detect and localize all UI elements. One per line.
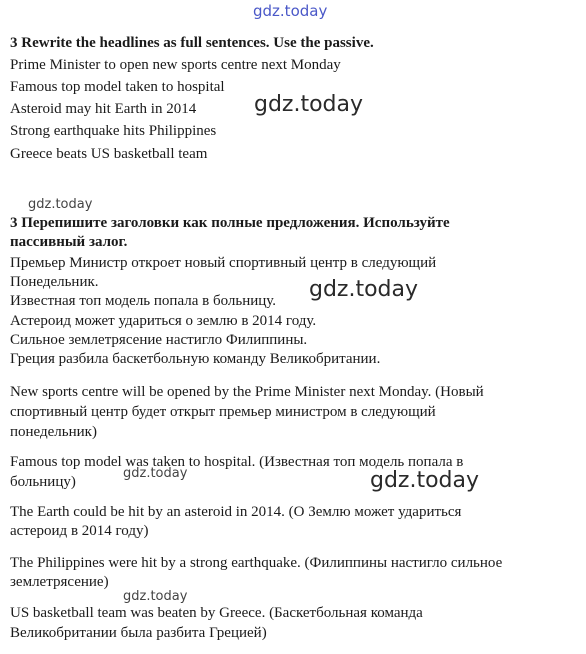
answer-line: астероид в 2014 году) (10, 523, 149, 539)
task-heading-ru-cont: пассивный залог. (10, 234, 128, 250)
answer-line: Великобритании была разбита Грецией) (10, 625, 267, 641)
watermark: gdz.today (309, 277, 419, 302)
watermark: gdz.today (123, 589, 188, 604)
translation-line: Известная топ модель попала в больницу. (10, 293, 277, 309)
headline-line: Famous top model taken to hospital (10, 79, 225, 95)
watermark: gdz.today (254, 92, 364, 117)
watermark: gdz.today (28, 197, 93, 212)
answer-line: The Philippines were hit by a strong earthquake. (Филиппины настигло сильное (10, 555, 503, 571)
watermark: gdz.today (370, 468, 480, 493)
answer-line: The Earth could be hit by an asteroid in 2014. (О Землю может удариться (10, 504, 462, 520)
translation-line: Сильное землетрясение настигло Филиппины. (10, 332, 308, 348)
answer-line: землетрясение) (10, 574, 109, 590)
watermark-top: gdz.today (253, 2, 328, 20)
answer-line: New sports centre will be opened by the Prime Minister next Monday. (Новый (10, 384, 484, 400)
translation-line: Греция разбила баскетбольную команду Великобритании. (10, 351, 381, 367)
headline-line: Prime Minister to open new sports centre next Monday (10, 57, 341, 73)
translation-line: Астероид может удариться о землю в 2014 году. (10, 313, 317, 329)
translation-line: Премьер Министр откроет новый спортивный центр в следующий (10, 255, 437, 271)
watermark: gdz.today (123, 466, 188, 481)
answer-line: спортивный центр будет открыт премьер министром в следующий (10, 404, 436, 420)
answer-line: больницу) (10, 474, 76, 490)
answer-line: понедельник) (10, 424, 97, 440)
task-heading-en: 3 Rewrite the headlines as full sentences. Use the passive. (10, 35, 374, 51)
headline-line: Asteroid may hit Earth in 2014 (10, 101, 197, 117)
headline-line: Strong earthquake hits Philippines (10, 123, 217, 139)
answer-line: Famous top model was taken to hospital. (Известная топ модель попала в (10, 454, 464, 470)
task-heading-ru: 3 Перепишите заголовки как полные предложения. Используйте (10, 215, 450, 231)
translation-line: Понедельник. (10, 274, 99, 290)
answer-line: US basketball team was beaten by Greece. (Баскетбольная команда (10, 605, 423, 621)
headline-line: Greece beats US basketball team (10, 146, 208, 162)
